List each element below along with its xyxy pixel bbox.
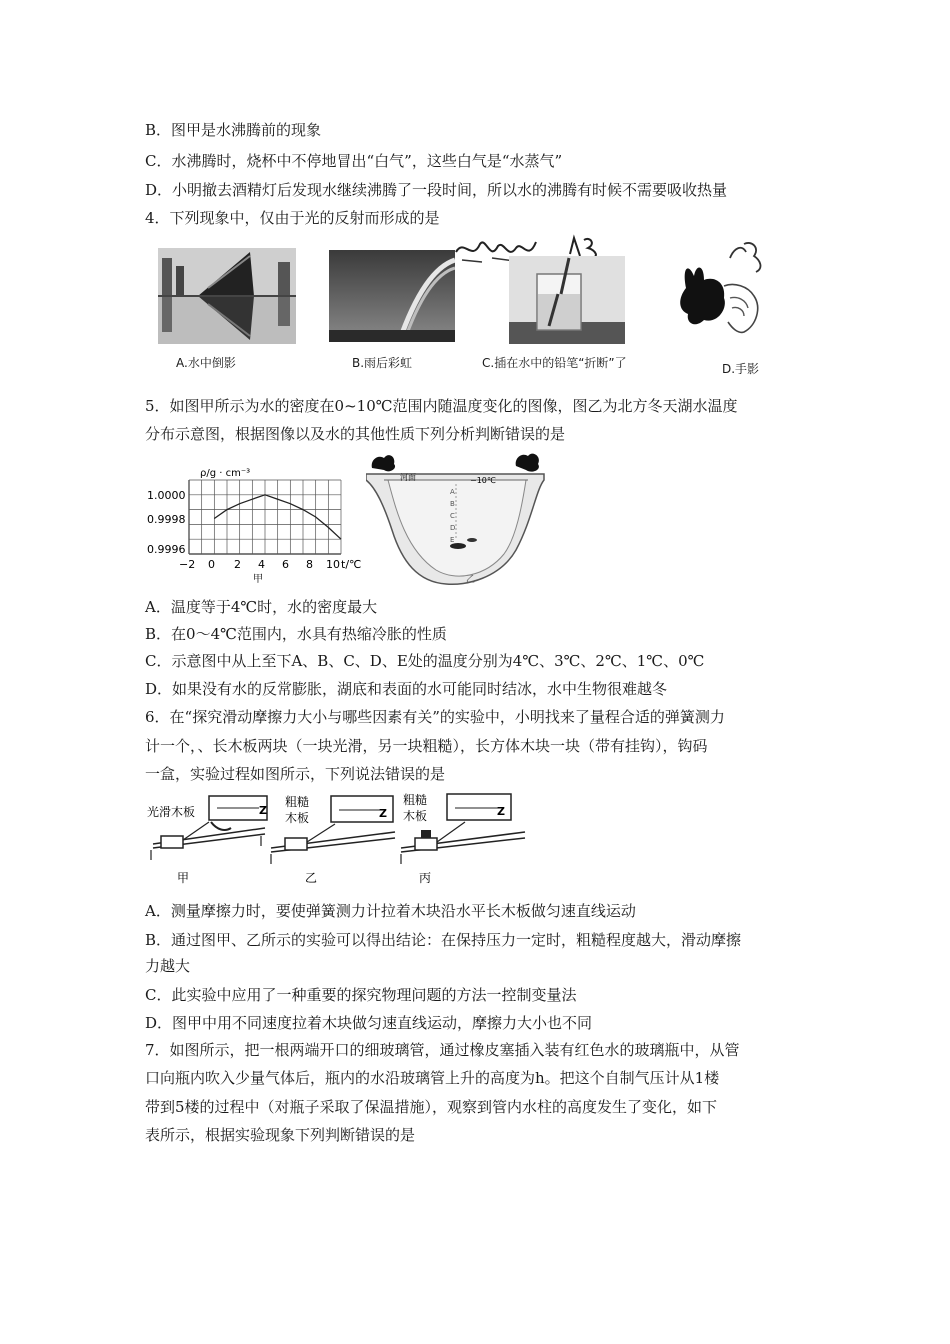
q6-option-b-line2: 力越大 xyxy=(145,957,191,975)
reflection-photo xyxy=(158,248,296,344)
pencil-in-water-image xyxy=(509,256,625,344)
q3-option-d: D．小明撤去酒精灯后发现水继续沸腾了一段时间，所以水的沸腾有时候不需要吸收热量 xyxy=(145,181,728,199)
q6-option-a: A．测量摩擦力时，要使弹簧测力计拉着木块沿水平长木板做匀速直线运动 xyxy=(145,902,636,920)
friction-experiment-svg xyxy=(145,792,535,892)
graph-grid xyxy=(189,480,341,554)
x-tick-label: 8 xyxy=(306,558,313,571)
density-graph-svg xyxy=(145,462,370,587)
y-tick-label: 0.9996 xyxy=(147,543,186,556)
svg-text:Z: Z xyxy=(259,804,267,817)
q5-option-b: B．在0～4℃范围内，水具有热缩冷胀的性质 xyxy=(145,625,447,643)
q4-caption-b: B.雨后彩虹 xyxy=(352,356,413,370)
panel-b-label-line2: 木板 xyxy=(285,811,310,825)
point-label: B xyxy=(450,500,455,508)
lake-caption: 乙 xyxy=(466,575,476,585)
wood-block-icon xyxy=(285,838,307,850)
panel-a-label: 光滑木板 xyxy=(147,805,196,819)
q5-stem-line1: 5．如图甲所示为水的密度在0~10℃范围内随温度变化的图像，图乙为北方冬天湖水温度 xyxy=(145,397,738,415)
q6-stem-line1: 6．在“探究滑动摩擦力大小与哪些因素有关”的实验中，小明找来了量程合适的弹簧测力 xyxy=(145,708,725,726)
lake-figure-svg xyxy=(366,450,546,590)
graph-caption: 甲 xyxy=(253,574,263,585)
x-tick-label: 6 xyxy=(282,558,289,571)
point-label: E xyxy=(450,536,455,544)
q7-stem-line1: 7．如图所示，把一根两端开口的细玻璃管，通过橡皮塞插入装有红色水的玻璃瓶中，从管 xyxy=(145,1041,740,1059)
q7-stem-line4: 表所示，根据实验现象下列判断错误的是 xyxy=(145,1126,416,1144)
hand-shadow-figure xyxy=(668,238,778,348)
q5-option-c: C．示意图中从上至下A、B、C、D、E处的温度分别为4℃、3℃、2℃、1℃、0℃ xyxy=(145,652,705,670)
point-label: D xyxy=(450,524,456,532)
density-graph xyxy=(145,462,370,587)
point-label: A xyxy=(450,488,455,496)
x-tick-label: 10 xyxy=(326,558,340,571)
x-tick-label: 2 xyxy=(234,558,241,571)
weight-icon xyxy=(421,830,431,838)
panel-b-label-line1: 粗糙 xyxy=(285,795,310,809)
q6-stem-line2: 计一个，、长木板两块（一块光滑，另一块粗糙），长方体木块一块（带有挂钩），钩码 xyxy=(145,737,708,755)
reflection-photo-image xyxy=(158,248,296,344)
panel-c xyxy=(401,792,525,885)
panel-b-caption: 乙 xyxy=(305,871,318,885)
q3-option-b: B．图甲是水沸腾前的现象 xyxy=(145,121,322,139)
left-tree-icon xyxy=(372,455,395,471)
q5-option-a: A．温度等于4℃时，水的密度最大 xyxy=(145,598,378,616)
q4-caption-d: D.手影 xyxy=(722,362,760,376)
q5-stem-line2: 分布示意图，根据图像以及水的其他性质下列分析判断错误的是 xyxy=(145,425,566,443)
rainbow-photo xyxy=(329,250,455,342)
panel-c-caption: 丙 xyxy=(419,871,432,885)
panel-c-label-line2: 木板 xyxy=(403,809,428,823)
q5-option-d: D．如果没有水的反常膨胀，湖底和表面的水可能同时结冰，水中生物很难越冬 xyxy=(145,680,668,698)
q6-stem-line3: 一盒，实验过程如图所示，下列说法错误的是 xyxy=(145,765,446,783)
panel-c-label-line1: 粗糙 xyxy=(403,793,428,807)
hand-icon xyxy=(211,822,231,830)
y-tick-label: 1.0000 xyxy=(147,489,186,502)
q4-stem: 4．下列现象中，仅由于光的反射而形成的是 xyxy=(145,209,440,227)
x-tick-label: 4 xyxy=(258,558,265,571)
svg-text:Z: Z xyxy=(379,807,387,820)
q6-option-b-line1: B．通过图甲、乙所示的实验可以得出结论：在保持压力一定时，粗糙程度越大，滑动摩擦 xyxy=(145,931,742,949)
lake-left-label: 河面 xyxy=(400,473,416,482)
q7-stem-line3: 带到5楼的过程中（对瓶子采取了保温措施），观察到管内水柱的高度发生了变化，如下 xyxy=(145,1098,718,1116)
friction-experiment-figure xyxy=(145,792,535,892)
q7-stem-line2: 口向瓶内吹入少量气体后，瓶内的水沿玻璃管上升的高度为h。把这个自制气压计从1楼 xyxy=(145,1069,720,1087)
pencil-in-water-photo xyxy=(509,256,625,344)
panel-a-caption: 甲 xyxy=(177,871,190,885)
lake-figure xyxy=(366,450,546,590)
x-tick-label: −2 xyxy=(179,558,196,571)
svg-text:Z: Z xyxy=(497,805,505,818)
point-label: C xyxy=(450,512,455,520)
fish-icon xyxy=(450,543,466,549)
fish-icon xyxy=(467,538,477,542)
wood-block-icon xyxy=(161,836,183,848)
q6-option-d: D．图甲中用不同速度拉着木块做匀速直线运动，摩擦力大小也不同 xyxy=(145,1014,593,1032)
lake-top-label: −10℃ xyxy=(470,476,496,485)
q6-option-c: C．此实验中应用了一种重要的探究物理问题的方法一控制变量法 xyxy=(145,986,577,1004)
panel-a xyxy=(147,796,267,885)
q4-caption-c: C.插在水中的铅笔“折断”了 xyxy=(482,356,627,370)
right-tree-icon xyxy=(516,454,539,472)
wood-block-icon xyxy=(415,838,437,850)
q4-caption-a: A.水中倒影 xyxy=(176,356,236,370)
x-tick-label: 0 xyxy=(208,558,215,571)
y-axis-unit: ρ/g · cm⁻³ xyxy=(200,468,251,479)
x-axis-unit: t/℃ xyxy=(341,558,362,571)
panel-b xyxy=(271,794,395,885)
y-tick-label: 0.9998 xyxy=(147,513,186,526)
q3-option-c: C．水沸腾时，烧杯中不停地冒出“白气”，这些白气是“水蒸气” xyxy=(145,152,563,170)
rainbow-photo-image xyxy=(329,250,455,342)
